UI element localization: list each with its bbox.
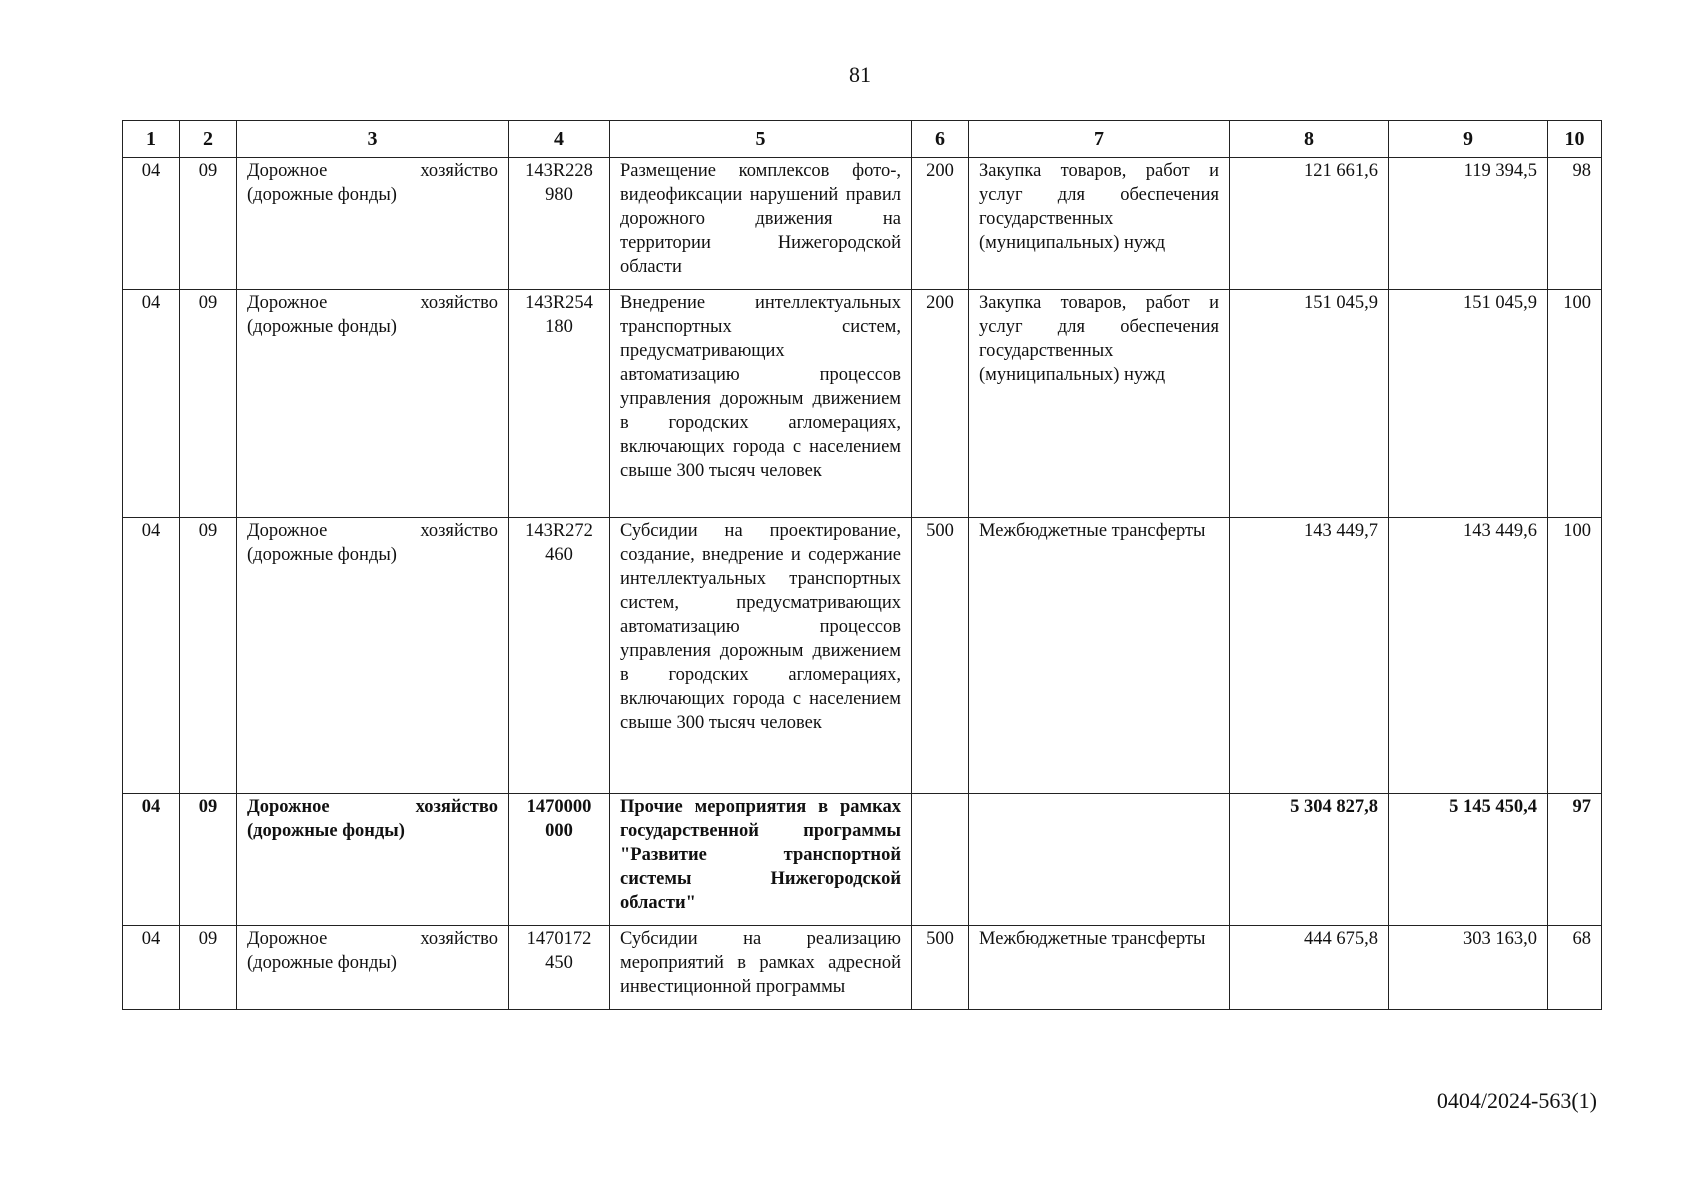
- target-code-cell: 143R228 980: [509, 158, 610, 290]
- table-header-row: [123, 121, 1602, 158]
- table-row-subtotal: [123, 794, 1602, 926]
- actual-amount-cell: 143 449,6: [1389, 518, 1548, 794]
- expense-type-name-cell: Межбюджетные трансферты: [969, 518, 1230, 794]
- column-header: 3: [237, 121, 509, 158]
- item-name-cell: Размещение комплексов фото-, видеофиксации нарушений правил дорожного движения на территории Нижегородской области: [610, 158, 912, 290]
- actual-amount-cell: 151 045,9: [1389, 290, 1548, 518]
- column-header: 1: [123, 121, 180, 158]
- document-code: 0404/2024-563(1): [1436, 1088, 1597, 1113]
- percent-cell: 98: [1548, 158, 1602, 290]
- column-header: 9: [1389, 121, 1548, 158]
- table-row: [123, 290, 1602, 518]
- planned-amount-cell: 121 661,6: [1230, 158, 1389, 290]
- subsection-code-cell: 09: [180, 158, 237, 290]
- subsection-code-cell: 09: [180, 926, 237, 1010]
- section-name-cell: Дорожное хозяйство (дорожные фонды): [237, 158, 509, 290]
- planned-amount-cell: 444 675,8: [1230, 926, 1389, 1010]
- subsection-code-cell: 09: [180, 518, 237, 794]
- column-header: 10: [1548, 121, 1602, 158]
- section-code-cell: 04: [123, 290, 180, 518]
- item-name-cell: Субсидии на реализацию мероприятий в рамках адресной инвестиционной программы: [610, 926, 912, 1010]
- planned-amount-cell: 5 304 827,8: [1230, 794, 1389, 926]
- column-header: 4: [509, 121, 610, 158]
- percent-cell: 100: [1548, 290, 1602, 518]
- expense-type-code-cell: 500: [912, 518, 969, 794]
- subsection-code-cell: 09: [180, 794, 237, 926]
- section-code-cell: 04: [123, 158, 180, 290]
- expense-type-name-cell: Закупка товаров, работ и услуг для обеспечения государственных (муниципальных) нужд: [969, 290, 1230, 518]
- column-header: 5: [610, 121, 912, 158]
- item-name-cell: Прочие мероприятия в рамках государственной программы "Развитие транспортной системы Нижегородской области": [610, 794, 912, 926]
- table-row: [123, 518, 1602, 794]
- target-code-cell: 143R254 180: [509, 290, 610, 518]
- section-name-cell: Дорожное хозяйство (дорожные фонды): [237, 518, 509, 794]
- expense-type-name-cell: [969, 794, 1230, 926]
- section-name-cell: Дорожное хозяйство (дорожные фонды): [237, 794, 509, 926]
- column-header: 7: [969, 121, 1230, 158]
- column-header: 6: [912, 121, 969, 158]
- actual-amount-cell: 119 394,5: [1389, 158, 1548, 290]
- expense-type-code-cell: [912, 794, 969, 926]
- expense-type-name-cell: Закупка товаров, работ и услуг для обеспечения государственных (муниципальных) нужд: [969, 158, 1230, 290]
- expense-type-code-cell: 500: [912, 926, 969, 1010]
- table-row: [123, 158, 1602, 290]
- actual-amount-cell: 303 163,0: [1389, 926, 1548, 1010]
- percent-cell: 100: [1548, 518, 1602, 794]
- section-code-cell: 04: [123, 794, 180, 926]
- section-name-cell: Дорожное хозяйство (дорожные фонды): [237, 290, 509, 518]
- expense-type-name-cell: Межбюджетные трансферты: [969, 926, 1230, 1010]
- budget-table: [122, 120, 1602, 1010]
- target-code-cell: 1470172 450: [509, 926, 610, 1010]
- expense-type-code-cell: 200: [912, 158, 969, 290]
- target-code-cell: 143R272 460: [509, 518, 610, 794]
- item-name-cell: Внедрение интеллектуальных транспортных систем, предусматривающих автоматизацию процессов управления дорожным движением в городских агломерациях, включающих города с населением свыше 300 тысяч человек: [610, 290, 912, 518]
- subsection-code-cell: 09: [180, 290, 237, 518]
- page-number: 81: [849, 62, 871, 87]
- percent-cell: 68: [1548, 926, 1602, 1010]
- section-code-cell: 04: [123, 926, 180, 1010]
- column-header: 8: [1230, 121, 1389, 158]
- target-code-cell: 1470000 000: [509, 794, 610, 926]
- section-code-cell: 04: [123, 518, 180, 794]
- table-row: [123, 926, 1602, 1010]
- column-header: 2: [180, 121, 237, 158]
- expense-type-code-cell: 200: [912, 290, 969, 518]
- planned-amount-cell: 151 045,9: [1230, 290, 1389, 518]
- planned-amount-cell: 143 449,7: [1230, 518, 1389, 794]
- actual-amount-cell: 5 145 450,4: [1389, 794, 1548, 926]
- percent-cell: 97: [1548, 794, 1602, 926]
- section-name-cell: Дорожное хозяйство (дорожные фонды): [237, 926, 509, 1010]
- item-name-cell: Субсидии на проектирование, создание, внедрение и содержание интеллектуальных транспортных систем, предусматривающих автоматизацию процессов управления дорожным движением в городских агломерациях, включающих города с населением свыше 300 тысяч человек: [610, 518, 912, 794]
